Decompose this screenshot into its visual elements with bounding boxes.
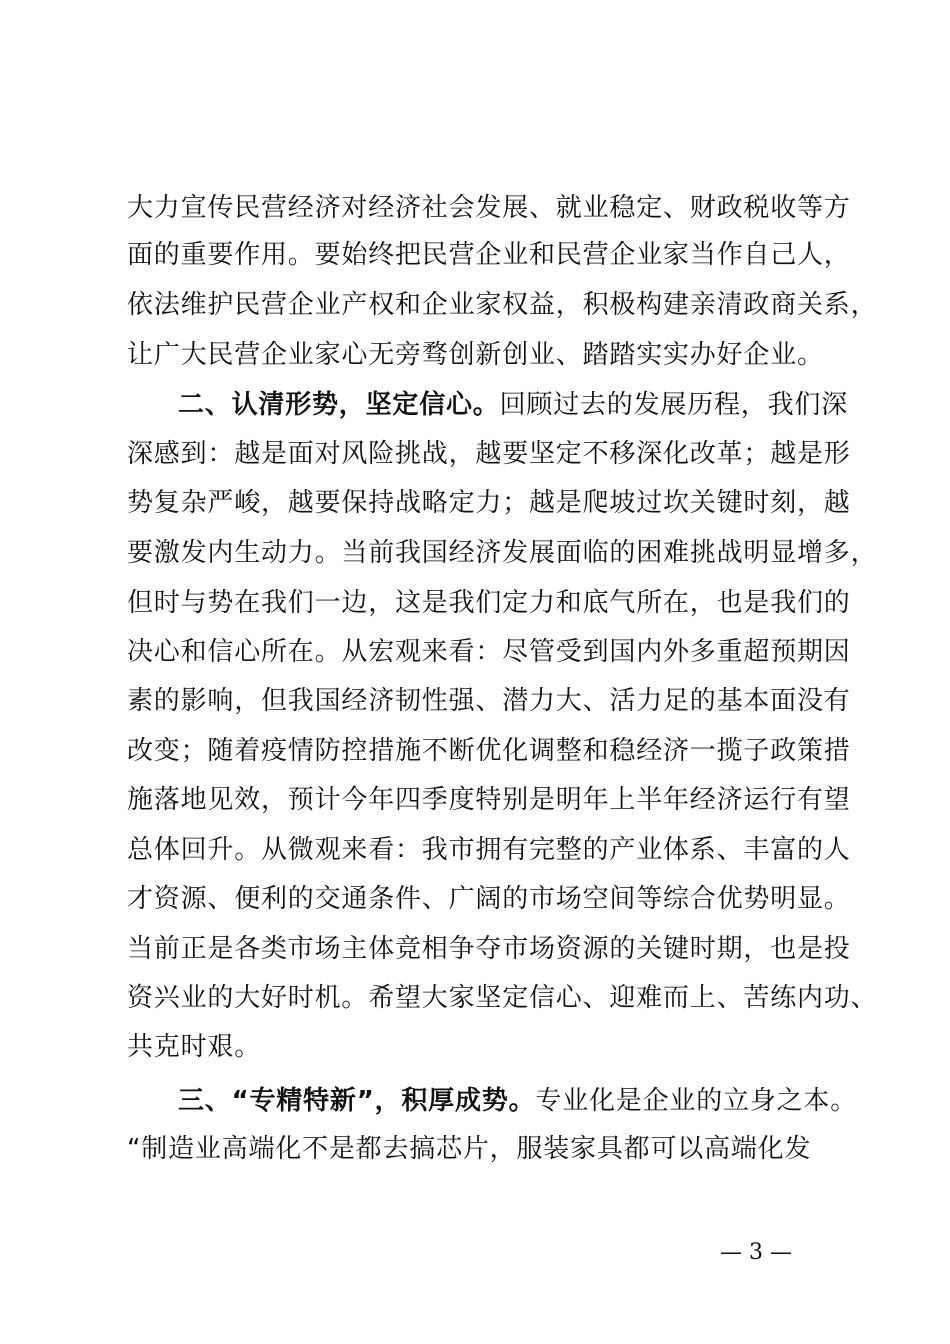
paragraph-2-line-10: 总体回升。从微观来看：我市拥有完整的产业体系、丰富的人 — [127, 835, 851, 865]
paragraph-1-line-4: 让广大民营企业家心无旁骛创新创业、踏踏实实办好企业。 — [127, 340, 824, 370]
paragraph-2-line-12: 当前正是各类市场主体竞相争夺市场资源的关键时期，也是投 — [127, 934, 851, 964]
paragraph-2-line-7: 素的影响，但我国经济韧性强、潜力大、活力足的基本面没有 — [127, 686, 851, 716]
paragraph-2-line-8: 改变；随着疫情防控措施不断优化调整和稳经济一揽子政策措 — [127, 736, 851, 766]
paragraph-2-line-11: 才资源、便利的交通条件、广阔的市场空间等综合优势明显。 — [127, 884, 851, 914]
paragraph-1-line-2: 面的重要作用。要始终把民营企业和民营企业家当作自己人， — [127, 240, 851, 270]
paragraph-1-line-3: 依法维护民营企业产权和企业家权益，积极构建亲清政商关系， — [127, 290, 878, 320]
paragraph-3-line-1-text: 专业化是企业的立身之本。 — [535, 1086, 857, 1116]
paragraph-2-line-5: 但时与势在我们一边，这是我们定力和底气所在，也是我们的 — [127, 588, 851, 618]
paragraph-2-line-6: 决心和信心所在。从宏观来看：尽管受到国内外多重超预期因 — [127, 637, 851, 667]
paragraph-2-line-14: 共克时艰。 — [127, 1032, 262, 1062]
page-number: — 3 — — [720, 1240, 792, 1265]
section-2-heading: 二、认清形势，坚定信心。 — [178, 390, 500, 420]
section-3-heading: 三、“专精特新”，积厚成势。 — [178, 1086, 536, 1116]
paragraph-2-line-3: 势复杂严峻，越要保持战略定力；越是爬坡过坎关键时刻，越 — [127, 488, 851, 518]
paragraph-2-line-1 — [178, 390, 848, 420]
paragraph-2-line-2: 深感到：越是面对风险挑战，越要坚定不移深化改革；越是形 — [127, 439, 851, 469]
paragraph-3-line-2: “制造业高端化不是都去搞芯片，服装家具都可以高端化发 — [127, 1134, 812, 1164]
paragraph-2-line-9: 施落地见效，预计今年四季度特别是明年上半年经济运行有望 — [127, 785, 851, 815]
paragraph-2-line-1-text: 回顾过去的发展历程，我们深 — [499, 390, 849, 420]
paragraph-3-line-1 — [178, 1086, 857, 1116]
paragraph-1-line-1: 大力宣传民营经济对经济社会发展、就业稳定、财政税收等方 — [127, 193, 851, 223]
paragraph-2-line-4: 要激发内生动力。当前我国经济发展面临的困难挑战明显增多， — [127, 538, 878, 568]
paragraph-2-line-13: 资兴业的大好时机。希望大家坚定信心、迎难而上、苦练内功、 — [127, 983, 878, 1013]
